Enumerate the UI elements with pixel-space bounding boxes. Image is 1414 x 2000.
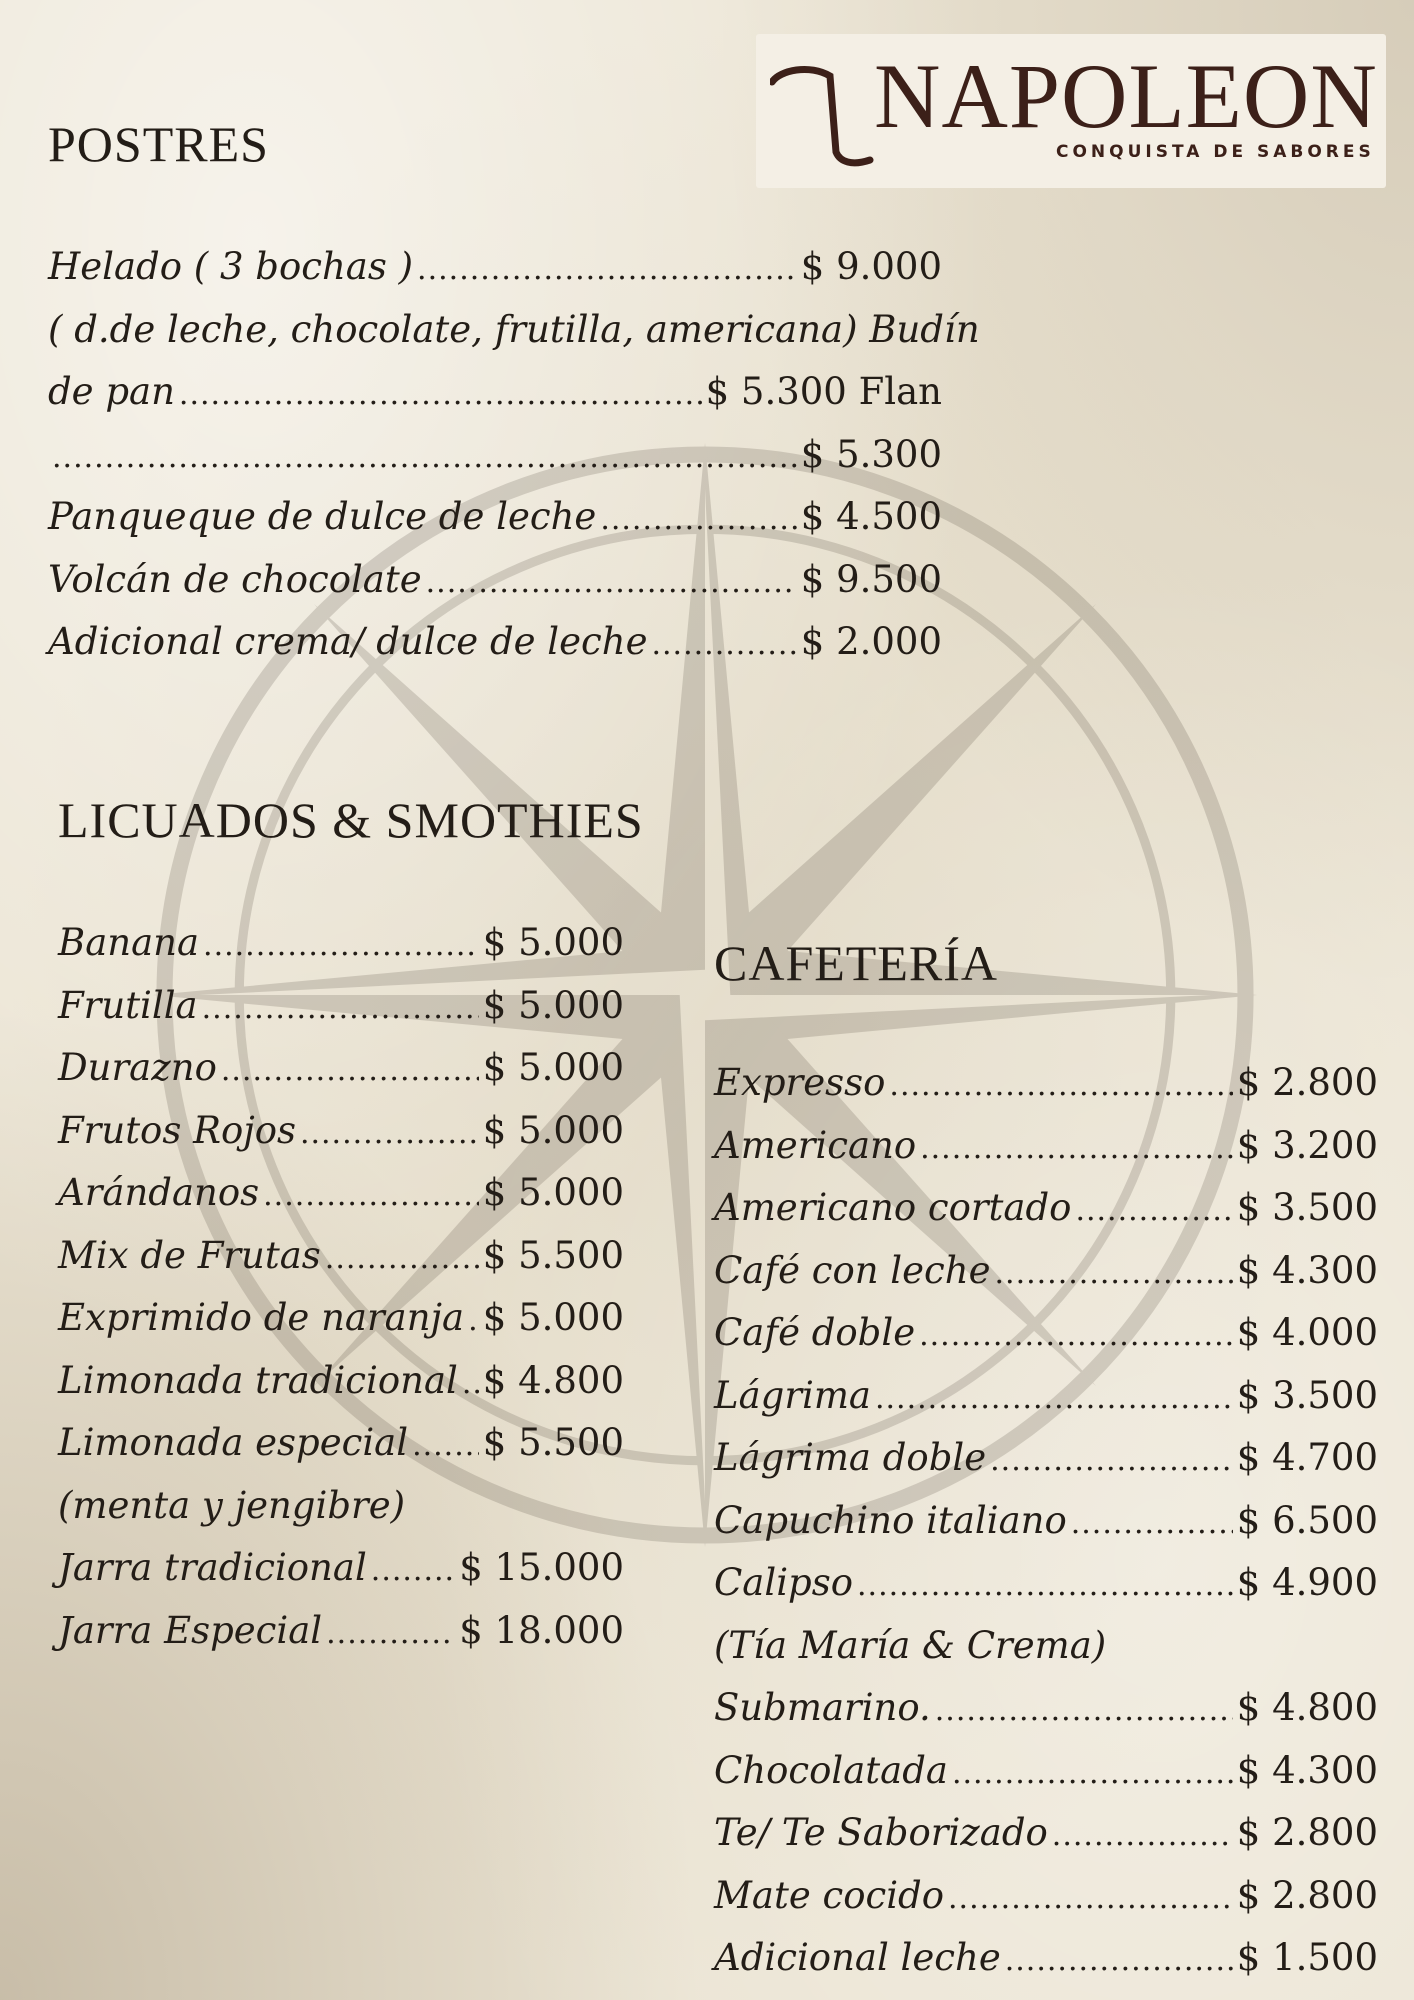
menu-item-name: Arándanos <box>58 1171 260 1214</box>
dot-leader <box>1071 1493 1233 1556</box>
menu-item-name: Banana <box>58 921 200 964</box>
menu-item <box>58 912 624 975</box>
dot-leader <box>462 1353 479 1416</box>
menu-item-price: $ 3.500 <box>1236 1373 1378 1417</box>
licuados-list <box>58 912 624 1662</box>
menu-item <box>58 1037 624 1100</box>
menu-item-name: Americano cortado <box>714 1186 1072 1229</box>
dot-leader <box>202 978 479 1041</box>
dot-leader <box>203 915 479 978</box>
menu-item <box>714 1302 1378 1365</box>
menu-item-price: $ 4.900 <box>1236 1561 1378 1604</box>
menu-item-name: Durazno <box>58 1046 217 1089</box>
menu-item <box>58 1287 624 1350</box>
menu-item-name: Expresso <box>714 1061 886 1104</box>
menu-item-price: $ 2.800 <box>1236 1873 1378 1917</box>
dot-leader <box>300 1103 479 1166</box>
dot-leader <box>325 1228 479 1291</box>
menu-item <box>714 1427 1378 1490</box>
menu-item-price: $ 5.000 <box>482 1046 624 1089</box>
menu-item-name: Mix de Frutas <box>58 1233 321 1277</box>
menu-item <box>58 1162 624 1225</box>
menu-item-name: Café doble <box>714 1311 916 1354</box>
dot-leader <box>468 1290 479 1353</box>
menu-item-name: Americano <box>714 1123 917 1167</box>
dot-leader <box>412 1415 479 1478</box>
menu-item-name: Jarra tradicional <box>58 1546 367 1589</box>
menu-item-price: $ 4.300 <box>1236 1248 1378 1292</box>
menu-item-price: $ 2.000 <box>800 620 942 663</box>
menu-item-name: Adicional crema/ dulce de leche <box>48 620 648 663</box>
menu-item-name: Te/ Te Saborizado <box>714 1811 1048 1854</box>
menu-item-price: $ 4.000 <box>1236 1311 1378 1354</box>
section-title-cafeteria: CAFETERÍA <box>714 935 998 991</box>
menu-item <box>48 611 942 674</box>
menu-item-name: Lágrima <box>714 1373 871 1417</box>
menu-item-price: $ 2.800 <box>1236 1811 1378 1854</box>
menu-item <box>58 1412 624 1475</box>
menu-item <box>714 1490 1378 1553</box>
menu-item-name: Jarra Especial <box>58 1608 323 1652</box>
menu-item-price: $ 4.300 <box>1236 1748 1378 1792</box>
menu-item <box>714 1927 1378 1990</box>
menu-item <box>48 549 942 612</box>
menu-item-name: Submarino. <box>714 1686 931 1729</box>
section-title-postres: POSTRES <box>48 116 269 172</box>
menu-item-name: Panqueque de dulce de leche <box>48 495 597 538</box>
dot-leader <box>221 1040 479 1103</box>
dot-leader <box>875 1368 1233 1431</box>
menu-item <box>58 1225 624 1288</box>
cafeteria-list <box>714 1052 1378 1990</box>
menu-item <box>714 1802 1378 1865</box>
menu-item-name: Adicional leche <box>714 1936 1001 1979</box>
menu-item-price: $ 5.300 Flan <box>705 370 942 413</box>
dot-leader <box>371 1540 455 1603</box>
menu-item-price: $ 3.200 <box>1236 1123 1378 1167</box>
menu-item <box>58 1100 624 1163</box>
menu-item-price: $ 9.000 <box>800 245 942 288</box>
menu-item-price: $ 2.800 <box>1236 1061 1378 1104</box>
menu-item <box>58 975 624 1038</box>
menu-item-price: $ 5.000 <box>482 983 624 1027</box>
dot-leader <box>990 1430 1233 1493</box>
dot-leader <box>995 1243 1233 1306</box>
dot-leader <box>426 552 797 615</box>
dot-leader <box>179 364 702 427</box>
dot-leader <box>600 489 796 552</box>
menu-item-price: $ 4.800 <box>482 1358 624 1402</box>
menu-item-price: $ 5.000 <box>482 1108 624 1152</box>
menu-item-price: $ 4.800 <box>1236 1686 1378 1729</box>
dot-leader <box>935 1680 1233 1743</box>
menu-item-price: $ 5.000 <box>482 1296 624 1339</box>
menu-item <box>48 424 942 487</box>
menu-item-name: Exprimido de naranja <box>58 1296 465 1339</box>
menu-item-name: (menta y jengibre) <box>58 1483 406 1527</box>
menu-item-price: $ 1.500 <box>1236 1936 1378 1979</box>
menu-item-price: $ 4.500 <box>800 495 942 538</box>
menu-item-price: $ 5.500 <box>482 1233 624 1277</box>
menu-item <box>714 1615 1378 1678</box>
menu-item-name: Mate cocido <box>714 1873 944 1917</box>
dot-leader <box>1052 1805 1233 1868</box>
menu-item <box>714 1865 1378 1928</box>
menu-item-name: de pan <box>48 370 175 413</box>
menu-item-name: Chocolatada <box>714 1748 948 1792</box>
dot-leader <box>952 1743 1233 1806</box>
menu-item <box>58 1475 624 1538</box>
menu-item-name: Limonada tradicional <box>58 1358 458 1402</box>
dot-leader <box>417 239 797 302</box>
brand-tagline: CONQUISTA DE SABORES <box>1056 142 1375 162</box>
menu-item <box>714 1240 1378 1303</box>
menu-item <box>714 1052 1378 1115</box>
menu-item-price: $ 5.300 <box>800 432 942 476</box>
menu-item-price: $ 5.000 <box>482 1171 624 1214</box>
menu-item-name: Frutilla <box>58 983 198 1027</box>
menu-item-price: $ 9.500 <box>800 557 942 601</box>
menu-item-price: $ 5.500 <box>482 1421 624 1464</box>
dot-leader <box>651 614 796 677</box>
dot-leader <box>919 1305 1233 1368</box>
menu-item <box>48 236 942 299</box>
napoleon-portrait-icon <box>770 42 874 172</box>
menu-item-name: Capuchino italiano <box>714 1498 1067 1542</box>
dot-leader <box>920 1118 1233 1181</box>
menu-item <box>58 1350 624 1413</box>
menu-item <box>714 1552 1378 1615</box>
dot-leader <box>948 1868 1233 1931</box>
menu-item-name: Café con leche <box>714 1248 991 1292</box>
menu-item <box>58 1600 624 1663</box>
brand-logo <box>756 34 1386 188</box>
menu-item <box>48 299 980 362</box>
menu-item-price: $ 4.700 <box>1236 1436 1378 1479</box>
menu-item-price: $ 3.500 <box>1236 1186 1378 1229</box>
menu-item-name: Limonada especial <box>58 1421 409 1464</box>
menu-item-price: $ 5.000 <box>482 921 624 964</box>
menu-item <box>714 1115 1378 1178</box>
dot-leader <box>1005 1930 1233 1993</box>
dot-leader <box>889 1055 1232 1118</box>
menu-item-price: $ 15.000 <box>459 1546 624 1589</box>
dot-leader <box>857 1555 1233 1618</box>
menu-item <box>58 1537 624 1600</box>
menu-item <box>714 1177 1378 1240</box>
brand-wordmark: NAPOLEON <box>874 45 1378 147</box>
menu-item-name: Volcán de chocolate <box>48 557 422 601</box>
menu-item <box>48 486 942 549</box>
menu-item <box>714 1677 1378 1740</box>
menu-item-price: $ 18.000 <box>459 1608 624 1652</box>
menu-item-name: Calipso <box>714 1561 853 1604</box>
dot-leader <box>326 1603 455 1666</box>
postres-list <box>48 236 980 674</box>
menu-item-name: Lágrima doble <box>714 1436 987 1479</box>
menu-item-name: ( d.de leche, chocolate, frutilla, americana) Budín <box>48 307 980 351</box>
menu-item-name: Frutos Rojos <box>58 1108 296 1152</box>
menu-item-name: Helado ( 3 bochas ) <box>48 245 414 288</box>
dot-leader <box>52 427 797 490</box>
menu-item-name: (Tía María & Crema) <box>714 1623 1107 1667</box>
menu-item-price: $ 6.500 <box>1236 1498 1378 1542</box>
menu-item <box>714 1365 1378 1428</box>
menu-item <box>48 361 942 424</box>
menu-item <box>714 1740 1378 1803</box>
section-title-licuados: LICUADOS & SMOTHIES <box>58 792 644 848</box>
dot-leader <box>1075 1180 1232 1243</box>
dot-leader <box>263 1165 479 1228</box>
